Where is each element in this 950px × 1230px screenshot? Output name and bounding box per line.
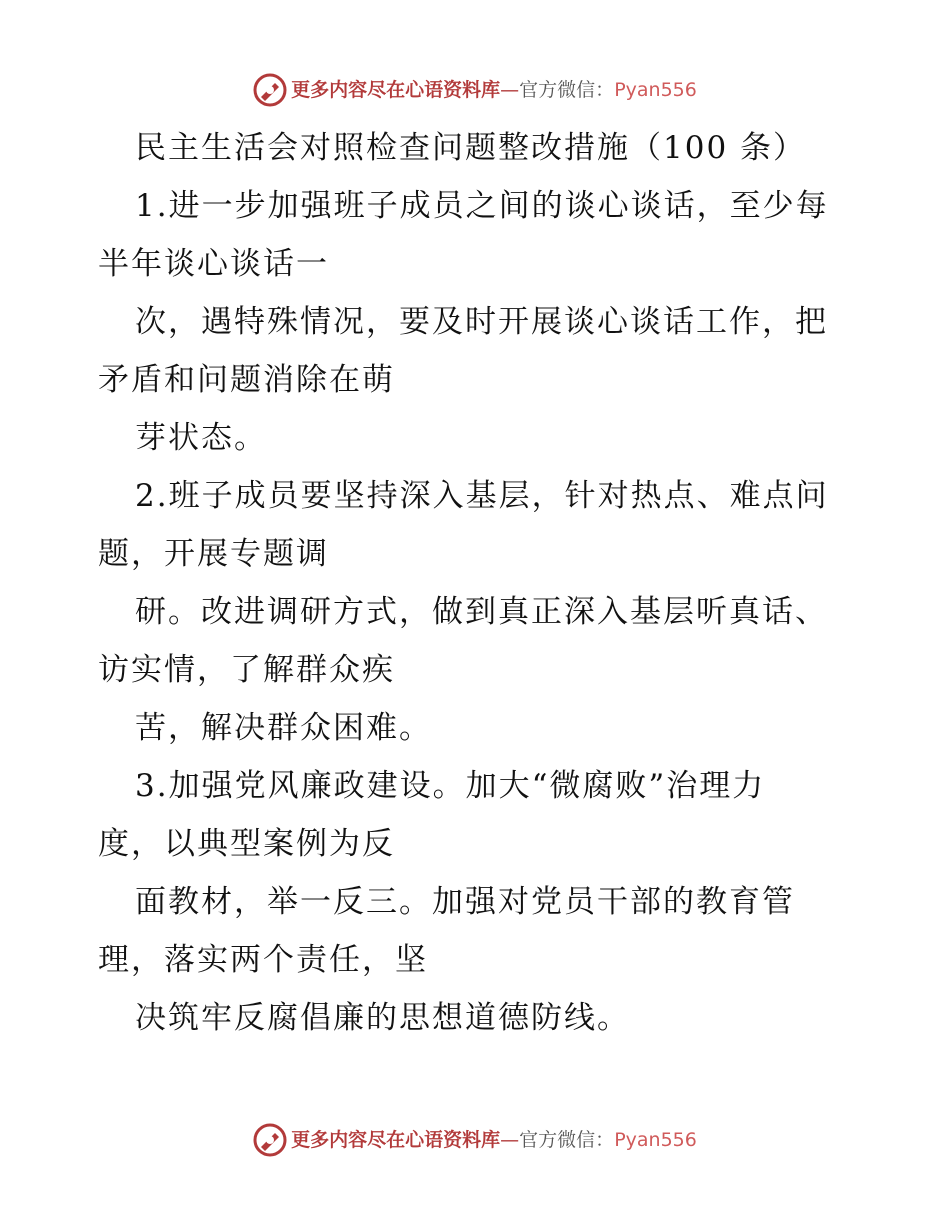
banner-wechat-label: 官方微信： — [519, 79, 615, 101]
body-line: 面教材，举一反三。加强对党员干部的教育管 — [135, 884, 795, 920]
banner-wechat-id: Pyan556 — [614, 79, 697, 101]
body-line: 理，落实两个责任，坚 — [98, 942, 428, 978]
logo-icon — [253, 1123, 287, 1157]
document-title: 民主生活会对照检查问题整改措施（100 条） — [135, 130, 807, 166]
banner-separator: — — [500, 79, 520, 101]
banner-slogan: 更多内容尽在心语资料库 — [291, 1129, 501, 1151]
body-line: 苦，解决群众困难。 — [135, 710, 432, 746]
banner-wechat-label: 官方微信： — [519, 1129, 615, 1151]
body-line: 1.进一步加强班子成员之间的谈心谈话，至少每 — [135, 188, 829, 224]
header-banner — [0, 70, 950, 110]
body-line: 访实情，了解群众疾 — [98, 652, 395, 688]
footer-banner — [0, 1120, 950, 1160]
logo-icon — [253, 73, 287, 107]
body-line: 半年谈心谈话一 — [98, 246, 329, 282]
body-line: 矛盾和问题消除在萌 — [98, 362, 395, 398]
body-line: 研。改进调研方式，做到真正深入基层听真话、 — [135, 594, 828, 630]
body-line: 度，以典型案例为反 — [98, 826, 395, 862]
body-line: 次，遇特殊情况，要及时开展谈心谈话工作，把 — [135, 304, 828, 340]
banner-separator: — — [500, 1129, 520, 1151]
body-line: 芽状态。 — [135, 420, 267, 456]
banner-wechat-id: Pyan556 — [614, 1129, 697, 1151]
body-line: 题，开展专题调 — [98, 536, 329, 572]
banner-slogan: 更多内容尽在心语资料库 — [291, 79, 501, 101]
body-line: 3.加强党风廉政建设。加大“微腐败”治理力 — [135, 768, 766, 804]
body-line: 决筑牢反腐倡廉的思想道德防线。 — [135, 1000, 630, 1036]
body-line: 2.班子成员要坚持深入基层，针对热点、难点问 — [135, 478, 829, 514]
